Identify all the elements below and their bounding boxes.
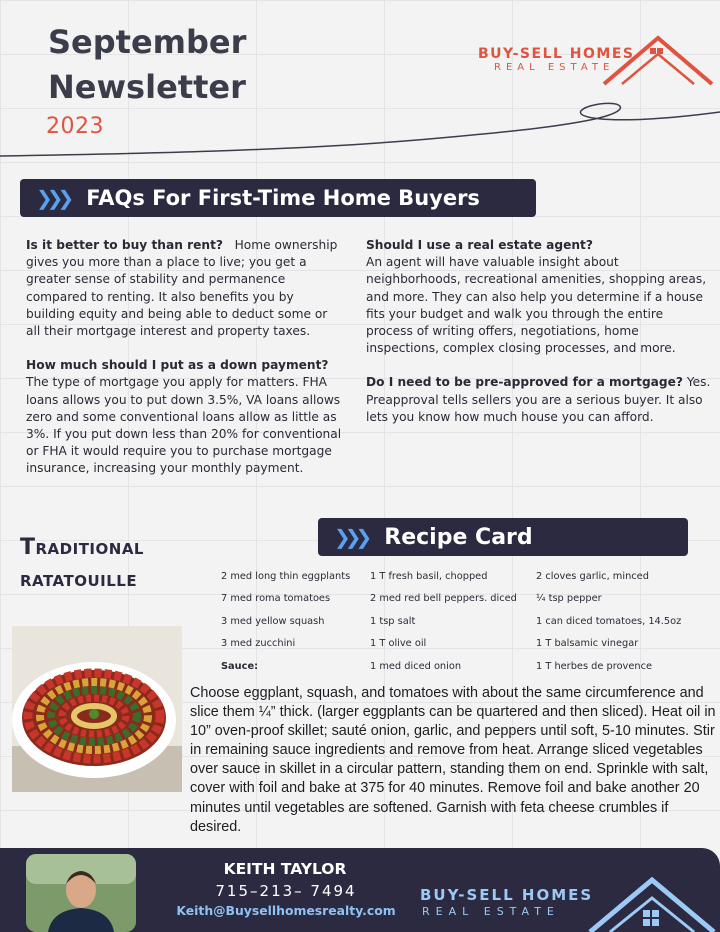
house-roof-icon <box>600 34 716 86</box>
decorative-swoosh <box>0 96 720 186</box>
recipe-banner-title: Recipe Card <box>384 524 533 550</box>
ingredient-item: ¼ tsp pepper <box>536 593 602 605</box>
ingredient-item: 3 med zucchini <box>221 638 296 650</box>
faq-right-column <box>366 237 712 443</box>
agent-name: KEITH TAYLOR <box>223 860 347 878</box>
double-chevron-icon: ❯❯❯ <box>334 525 367 549</box>
faq-item <box>366 237 712 357</box>
faq-question: Do I need to be pre-approved for a mortgage? <box>366 375 683 390</box>
ingredients-column-2 <box>370 566 517 678</box>
ratatouille-image <box>12 626 182 792</box>
agent-photo <box>26 854 136 932</box>
faq-question: Should I use a real estate agent? <box>366 238 593 252</box>
recipe-directions: Choose eggplant, squash, and tomatoes with about the same circumference and slice them ¼” thick. (larger eggplants can be quartered and then sliced). Heat oil in 10” oven-proof skillet; sauté onion, garlic, and peppers until soft, 5-10 minutes. Stir in remaining sauce ingredients and remove from heat. Arrange sliced vegetables over sauce in skillet in a circular pattern, standing them on end. Sprinkle with salt, cover with foil and bake at 375 for 40 minutes. Remove foil and bake another 20 minutes until vegetables are softened. Garnish with feta cheese crumbles if desired. <box>190 685 716 835</box>
recipe-title-line2: ratatouille <box>20 567 138 592</box>
faq-banner <box>20 179 536 217</box>
faq-banner-title: FAQs For First-Time Home Buyers <box>86 186 480 210</box>
agent-phone[interactable]: 715–213– 7494 <box>215 882 357 900</box>
recipe-banner <box>318 518 688 556</box>
logo-bottom-sub-text: REAL ESTATE <box>422 905 560 918</box>
recipe-title-line1: Traditional <box>20 535 144 560</box>
faq-question: Is it better to buy than rent? <box>26 238 223 252</box>
ingredient-item: 1 can diced tomatoes, 14.5oz <box>536 615 682 627</box>
logo-top-sub-text: REAL ESTATE <box>494 62 615 73</box>
ingredient-item: 1 tsp salt <box>370 615 416 627</box>
ingredient-item: 2 cloves garlic, minced <box>536 571 649 582</box>
ingredient-item: 2 med red bell peppers. diced <box>370 593 517 605</box>
logo-top-main-text: BUY-SELL HOMES <box>478 46 635 62</box>
ingredient-item: 1 T balsamic vinegar <box>536 638 639 650</box>
faq-left-column <box>26 237 344 495</box>
newsletter-title-line2: Newsletter <box>48 68 246 106</box>
agent-email-link[interactable]: Keith@Buysellhomesrealty.com <box>176 903 396 918</box>
recipe-title <box>20 532 144 596</box>
ingredient-item: 3 med yellow squash <box>221 615 325 627</box>
ingredients-column-3 <box>536 566 681 678</box>
logo-bottom-main-text: BUY-SELL HOMES <box>420 886 594 904</box>
double-chevron-icon: ❯❯❯ <box>36 186 69 210</box>
faq-answer: Home ownership gives you more than a place to live; you get a greater sense of stability and permanence compared to renting. It also benefits you by building equity and being able to deduct some or all their mortgage interest and property taxes. <box>26 238 338 339</box>
newsletter-title-line1: September <box>48 23 247 61</box>
ingredient-item: 2 med long thin eggplants <box>221 571 351 582</box>
faq-answer: Yes. Preapproval tells sellers you are a serious buyer. It also lets you know how much house you can afford. <box>366 375 711 424</box>
ingredient-item: 1 T olive oil <box>370 638 427 650</box>
faq-item <box>26 237 344 340</box>
ingredients-column-1 <box>221 566 350 678</box>
faq-answer: An agent will have valuable insight about neighborhoods, recreational amenities, shopping areas, and more. They can also help you determine if a house fits your budget and walk you through the entire process of writing offers, negotiations, home inspections, complex closing processes, and more. <box>366 255 707 356</box>
ingredient-item: 1 T fresh basil, chopped <box>370 571 488 582</box>
faq-answer: The type of mortgage you apply for matters. FHA loans allows you to put down 3.5%, VA loans allows zero and some conventional loans allow as little as 3%. If you put down less than 20% for conventional or FHA it would require you to purchase mortgage insurance, increasing your monthly payment. <box>26 375 342 476</box>
ingredient-item: 7 med roma tomatoes <box>221 593 331 605</box>
newsletter-year: 2023 <box>46 114 104 139</box>
faq-item <box>366 374 712 426</box>
ingredient-item: 1 med diced onion <box>370 660 462 672</box>
faq-question: How much should I put as a down payment? <box>26 358 329 373</box>
house-roof-icon <box>586 874 716 932</box>
faq-item <box>26 357 344 477</box>
ingredient-sauce-label: Sauce: <box>221 660 259 672</box>
ingredient-item: 1 T herbes de provence <box>536 660 653 672</box>
